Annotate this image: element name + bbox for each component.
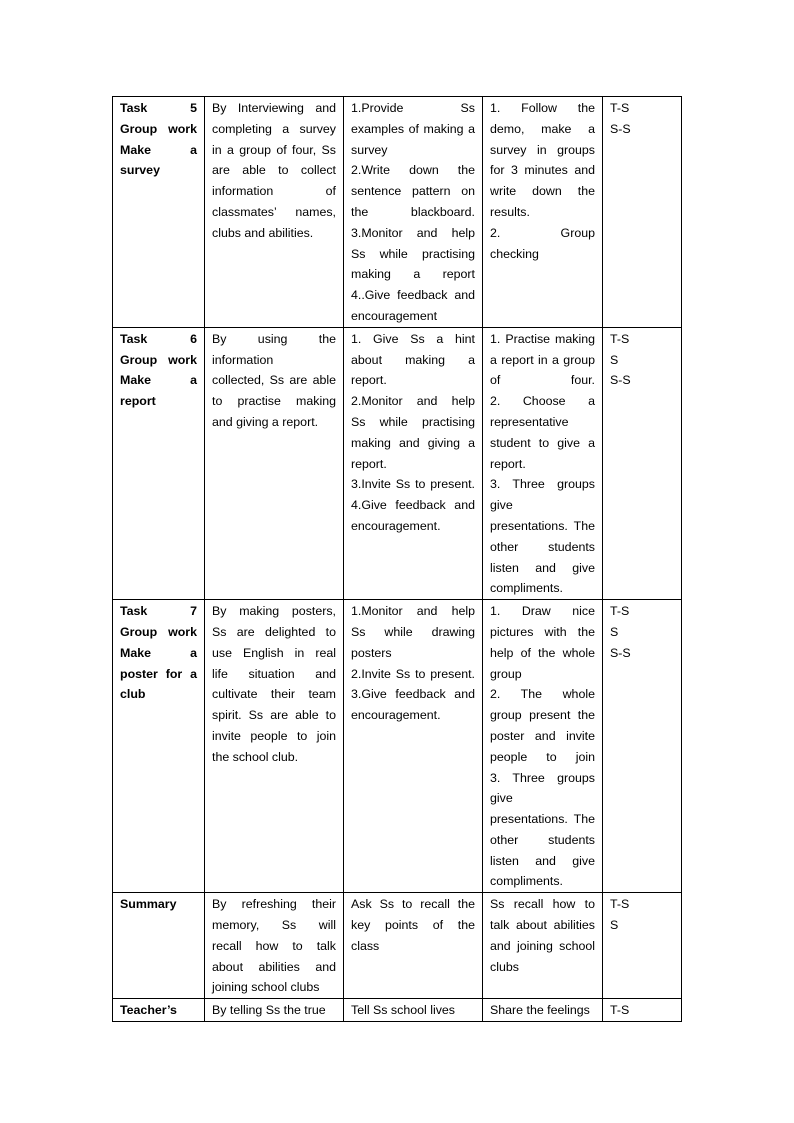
cell-line: in a group of four, Ss — [212, 142, 336, 157]
student-activity-cell — [483, 327, 603, 599]
cell-line: report. — [351, 456, 387, 471]
table-body — [113, 97, 682, 1022]
cell-line: Teacher’s — [120, 1003, 177, 1018]
cell-line: Task 5 — [120, 101, 197, 115]
cell-line: Group work — [120, 624, 197, 639]
teacher-activity-cell — [344, 97, 483, 328]
teacher-activity-cell — [344, 999, 483, 1022]
cell-line: report. — [490, 456, 526, 471]
student-activity-cell — [483, 97, 603, 328]
cell-line: for 3 minutes and — [490, 163, 595, 178]
cell-line: Ss recall how to — [490, 897, 595, 912]
cell-line: T-S — [610, 101, 630, 115]
cell-line: T-S — [610, 897, 630, 912]
cell-line: making and giving a — [351, 435, 475, 450]
objective-cell — [205, 327, 344, 599]
cell-line: Make a — [120, 142, 197, 157]
table-row — [113, 327, 682, 599]
stage-cell — [113, 600, 205, 893]
cell-line: pictures with the — [490, 624, 595, 639]
cell-line: 2.Invite Ss to present. — [351, 666, 475, 681]
objective-cell — [205, 893, 344, 999]
cell-line: Ss while drawing — [351, 624, 475, 639]
cell-line: T-S — [610, 1003, 630, 1018]
teacher-activity-cell — [344, 600, 483, 893]
cell-line: use English in real — [212, 645, 336, 660]
cell-line: recall how to talk — [212, 938, 336, 953]
cell-line: Task 6 — [120, 331, 197, 346]
cell-line: key points of the — [351, 918, 475, 933]
stage-cell — [113, 97, 205, 328]
table-row — [113, 97, 682, 328]
cell-line: compliments. — [490, 874, 563, 889]
cell-line: to practise making — [212, 394, 336, 409]
cell-line: 3.Give feedback and — [351, 687, 475, 702]
cell-line: clubs and abilities. — [212, 225, 314, 240]
cell-line: Group work — [120, 352, 197, 367]
cell-line: sentence pattern on — [351, 184, 475, 199]
lesson-plan-table — [112, 96, 682, 1022]
cell-line: 2.Monitor and help — [351, 394, 475, 409]
cell-line: invite people to join — [212, 728, 336, 743]
cell-line: encouragement — [351, 308, 438, 323]
cell-line: S-S — [610, 373, 631, 388]
cell-line: the school club. — [212, 749, 299, 764]
student-activity-cell — [483, 893, 603, 999]
cell-line: checking — [490, 246, 539, 261]
interaction-cell — [603, 999, 682, 1022]
interaction-cell — [603, 97, 682, 328]
objective-cell — [205, 999, 344, 1022]
cell-line: spirit. Ss are able to — [212, 708, 336, 723]
cell-line: examples of making a — [351, 121, 475, 136]
cell-line: and joining school — [490, 938, 595, 953]
cell-line: 4..Give feedback and — [351, 288, 475, 303]
cell-line: By telling Ss the true — [212, 1003, 326, 1018]
table-row — [113, 893, 682, 999]
cell-line: 3.Invite Ss to present. — [351, 477, 475, 492]
cell-line: information — [212, 352, 274, 367]
cell-line: memory, Ss will — [212, 918, 336, 933]
cell-line: Ss are delighted to — [212, 624, 336, 639]
cell-line: Make a — [120, 645, 197, 660]
cell-line: are able to collect — [212, 163, 336, 178]
interaction-cell — [603, 600, 682, 893]
cell-line: information of — [212, 184, 336, 199]
cell-line: Task 7 — [120, 604, 197, 619]
cell-line: report — [120, 394, 156, 409]
cell-line: poster for a — [120, 666, 197, 681]
cell-line: 4.Give feedback and — [351, 498, 475, 513]
cell-line: survey — [351, 142, 388, 157]
cell-line: classmates’ names, — [212, 204, 336, 219]
cell-line: about making a — [351, 352, 475, 367]
cell-line: help of the whole — [490, 645, 595, 660]
cell-line: By making posters, — [212, 604, 336, 619]
cell-line: survey — [120, 163, 160, 178]
student-activity-cell — [483, 999, 603, 1022]
cell-line: survey in groups — [490, 142, 595, 157]
cell-line: By Interviewing and — [212, 101, 336, 115]
objective-cell — [205, 97, 344, 328]
cell-line: encouragement. — [351, 518, 441, 533]
cell-line: 1.Provide Ss — [351, 101, 475, 115]
cell-line: group — [490, 666, 522, 681]
cell-line: Ss while practising — [351, 414, 475, 429]
cell-line: posters — [351, 645, 392, 660]
cell-line: student to give a — [490, 435, 595, 450]
cell-line: 2. Group — [490, 225, 595, 240]
cell-line: group present the — [490, 708, 595, 723]
cell-line: people to join — [490, 749, 595, 764]
cell-line: write down the — [490, 184, 595, 199]
student-activity-cell — [483, 600, 603, 893]
cell-line: making a report — [351, 267, 475, 282]
cell-line: completing a survey — [212, 121, 336, 136]
objective-cell — [205, 600, 344, 893]
interaction-cell — [603, 893, 682, 999]
cell-line: and giving a report. — [212, 414, 319, 429]
cell-line: 1. Give Ss a hint — [351, 331, 475, 346]
cell-line: Ss while practising — [351, 246, 475, 261]
cell-line: cultivate their team — [212, 687, 336, 702]
cell-line: demo, make a — [490, 121, 595, 136]
cell-line: collected, Ss are able — [212, 373, 336, 388]
cell-line: By refreshing their — [212, 897, 336, 912]
cell-line: a report in a group — [490, 352, 595, 367]
cell-line: joining school clubs — [212, 980, 320, 995]
cell-line: Ask Ss to recall the — [351, 897, 475, 912]
cell-line: S-S — [610, 121, 631, 136]
cell-line: 3. Three groups — [490, 477, 595, 492]
cell-line: give — [490, 791, 513, 806]
cell-line: Make a — [120, 373, 197, 388]
cell-line: S — [610, 352, 619, 367]
cell-line: 2. Choose a — [490, 394, 595, 409]
stage-cell — [113, 893, 205, 999]
stage-cell — [113, 327, 205, 599]
cell-line: about abilities and — [212, 959, 336, 974]
cell-line: clubs — [490, 959, 519, 974]
cell-line: Summary — [120, 897, 177, 912]
cell-line: 1. Follow the — [490, 101, 595, 115]
cell-line: of four. — [490, 373, 595, 388]
cell-line: Share the feelings — [490, 1003, 590, 1018]
cell-line: encouragement. — [351, 708, 441, 723]
cell-line: 2.Write down the — [351, 163, 475, 178]
cell-line: life situation and — [212, 666, 336, 681]
cell-line: other students — [490, 539, 595, 554]
cell-line: the blackboard. — [351, 204, 475, 219]
interaction-cell — [603, 327, 682, 599]
cell-line: report. — [351, 373, 387, 388]
cell-line: class — [351, 938, 380, 953]
cell-line: 3.Monitor and help — [351, 225, 475, 240]
teacher-activity-cell — [344, 893, 483, 999]
teacher-activity-cell — [344, 327, 483, 599]
cell-line: listen and give — [490, 560, 595, 575]
cell-line: club — [120, 687, 146, 702]
cell-line: representative — [490, 414, 569, 429]
cell-line: poster and invite — [490, 728, 595, 743]
cell-line: 1.Monitor and help — [351, 604, 475, 619]
cell-line: 2. The whole — [490, 687, 595, 702]
cell-line: 1. Practise making — [490, 331, 595, 346]
cell-line: listen and give — [490, 853, 595, 868]
cell-line: S — [610, 918, 619, 933]
cell-line: presentations. The — [490, 812, 595, 827]
cell-line: Tell Ss school lives — [351, 1003, 455, 1018]
cell-line: By using the — [212, 331, 336, 346]
cell-line: talk about abilities — [490, 918, 595, 933]
cell-line: results. — [490, 204, 530, 219]
cell-line: presentations. The — [490, 518, 595, 533]
cell-line: S-S — [610, 645, 631, 660]
cell-line: 3. Three groups — [490, 770, 595, 785]
stage-cell — [113, 999, 205, 1022]
cell-line: T-S — [610, 331, 630, 346]
cell-line: Group work — [120, 121, 197, 136]
cell-line: give — [490, 498, 513, 513]
cell-line: 1. Draw nice — [490, 604, 595, 619]
cell-line: other students — [490, 832, 595, 847]
table-row — [113, 999, 682, 1022]
cell-line: S — [610, 624, 619, 639]
table-row — [113, 600, 682, 893]
cell-line: T-S — [610, 604, 630, 619]
cell-line: compliments. — [490, 581, 563, 596]
